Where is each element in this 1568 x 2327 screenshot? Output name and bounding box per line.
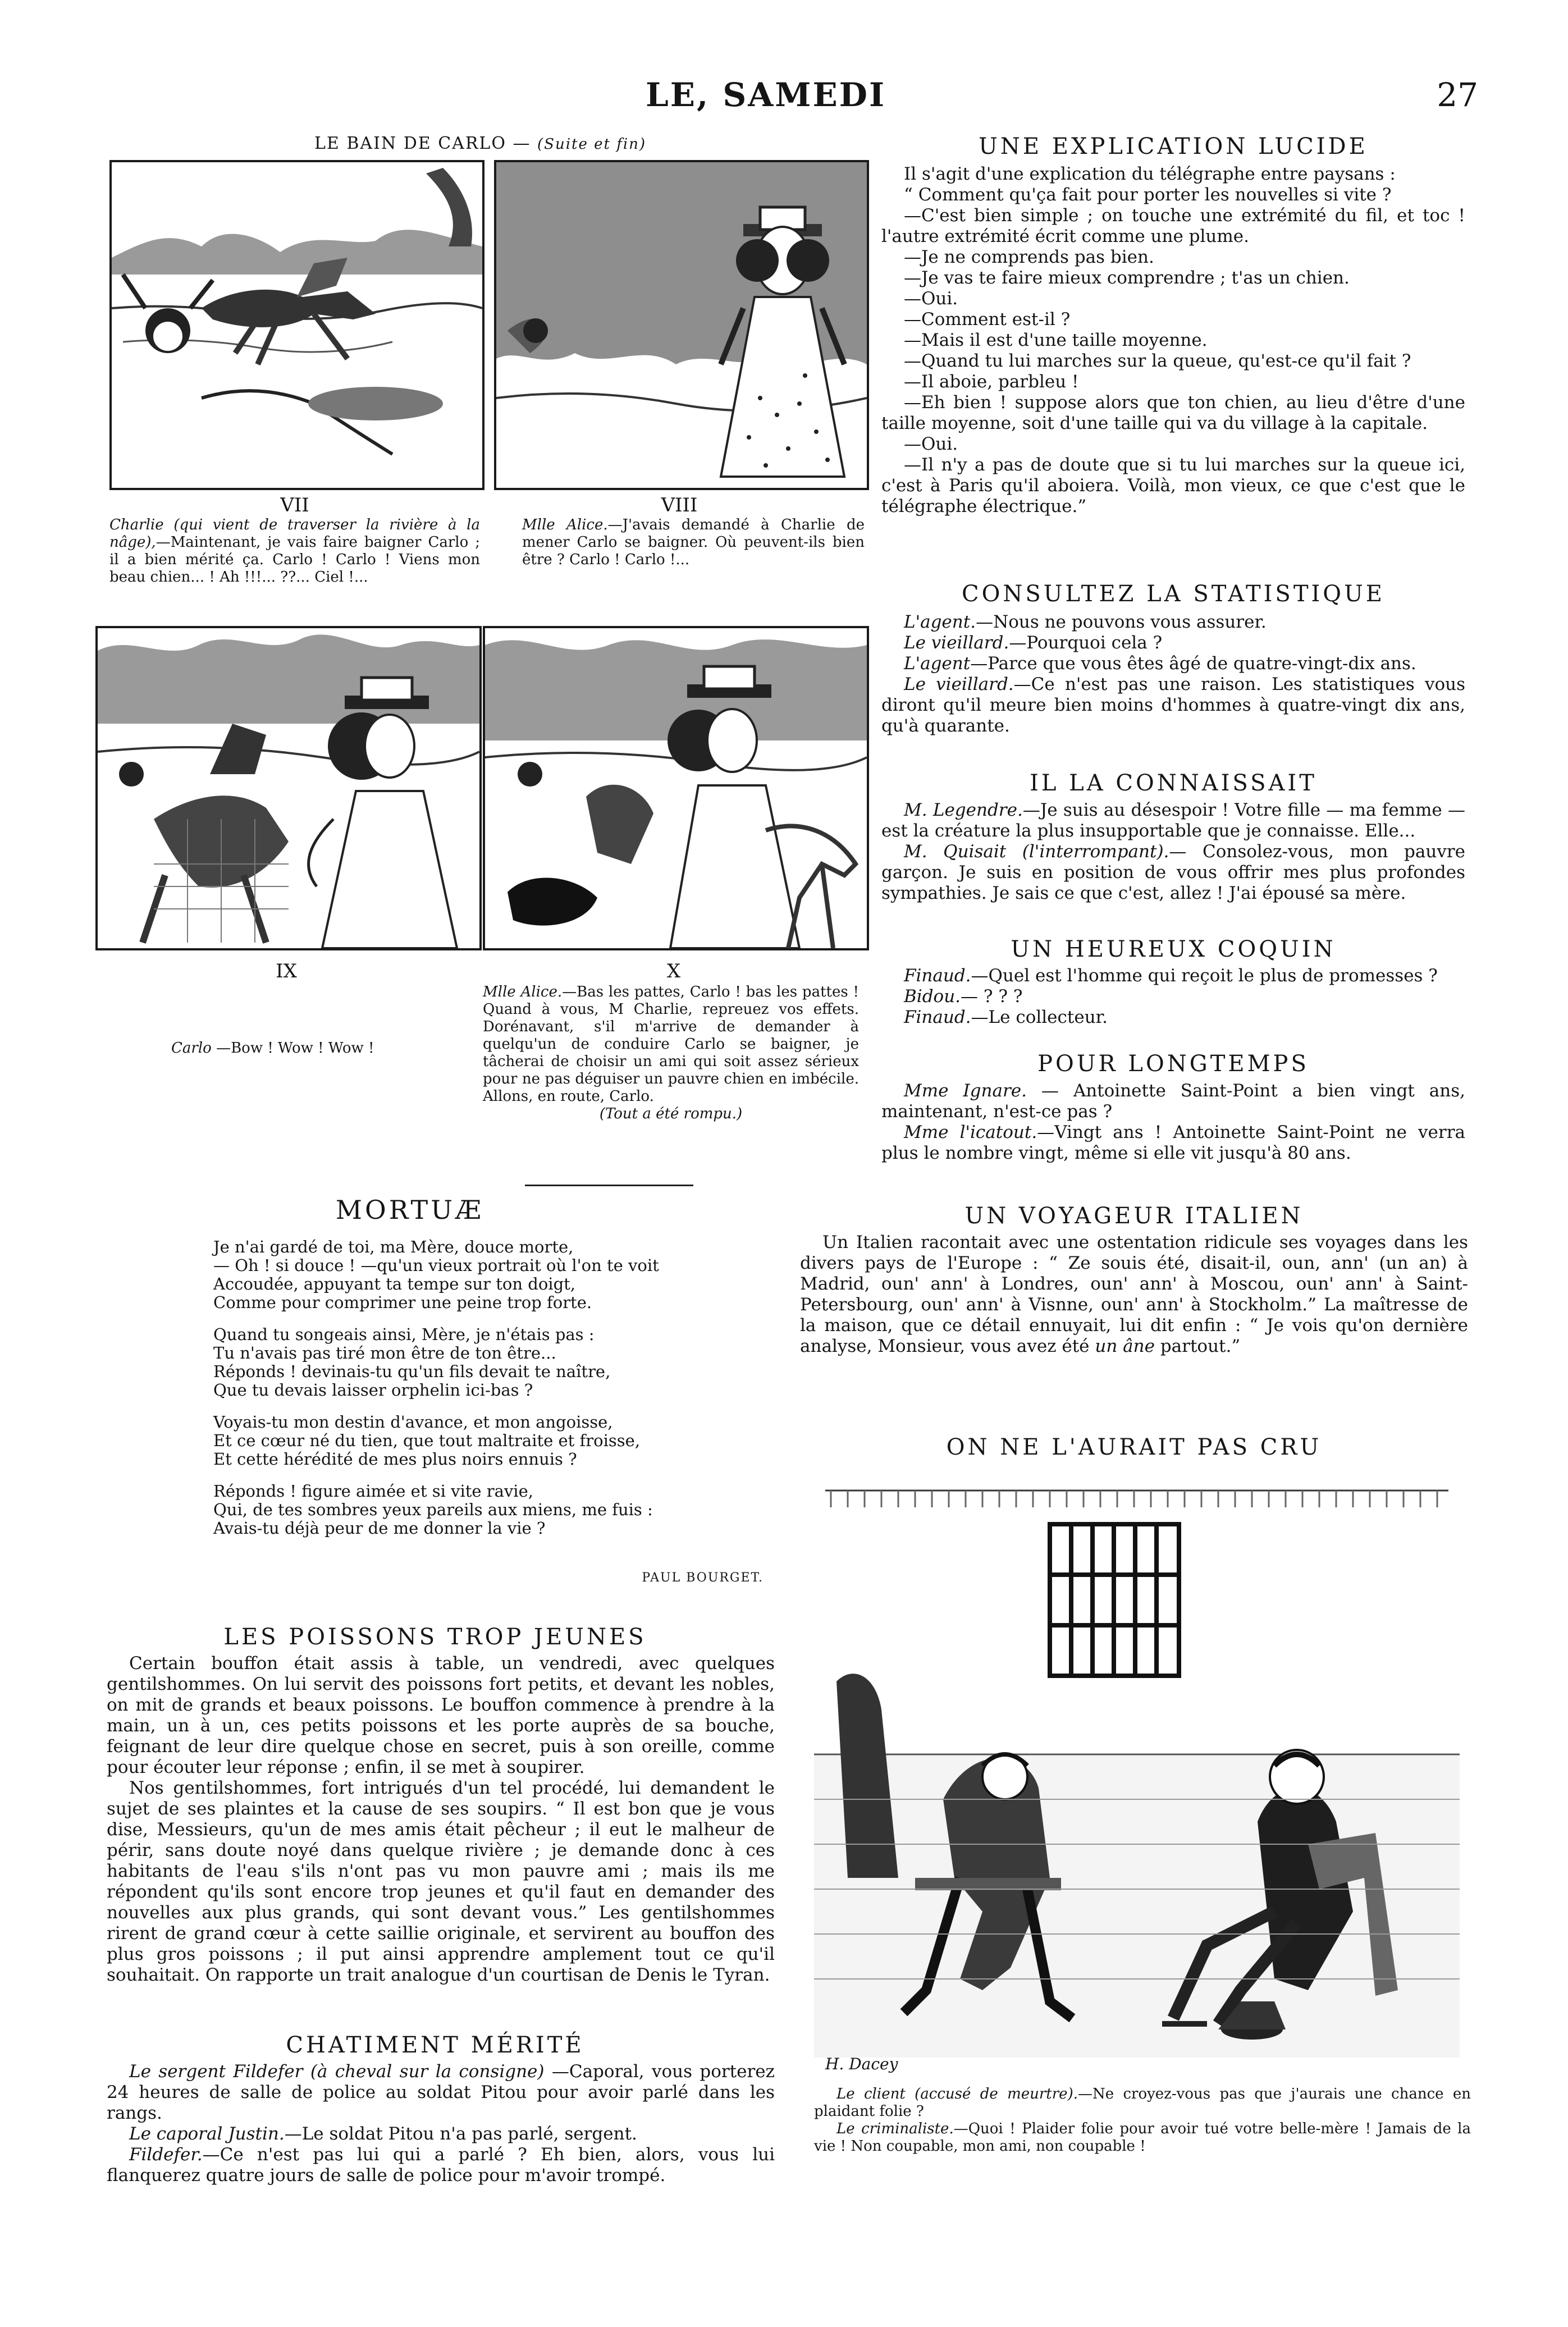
voyageur-text bbox=[800, 1232, 1468, 1357]
poem-line: Et cette hérédité de mes plus noirs ennuis ? bbox=[213, 1450, 577, 1469]
aurait-illustration bbox=[814, 1485, 1460, 2072]
line-text: — ? ? ? bbox=[961, 986, 1023, 1007]
comic-panel-7-illustration bbox=[109, 160, 484, 490]
panel-10-note: (Tout a été rompu.) bbox=[599, 1105, 743, 1122]
connaissait-title: IL LA CONNAISSAIT bbox=[1030, 770, 1317, 796]
line-text: —Ne croyez-vous pas que j'aurais une chance en plaidant folie ? bbox=[814, 2086, 1471, 2120]
speaker: Fildefer. bbox=[129, 2145, 203, 2165]
panel-7-caption bbox=[109, 516, 480, 586]
speaker: Finaud. bbox=[904, 1007, 971, 1027]
explication-line: —Oui. bbox=[904, 434, 958, 454]
poem-line: Avais-tu déjà peur de me donner la vie ? bbox=[213, 1519, 546, 1538]
poem-line: Voyais-tu mon destin d'avance, et mon angoisse, bbox=[213, 1412, 613, 1432]
panel-9-number: IX bbox=[276, 960, 297, 982]
masthead-title: LE, SAMEDI bbox=[646, 76, 886, 114]
explication-line: —Eh bien ! suppose alors que ton chien, au lieu d'être d'une taille moyenne, soit d'une taille qui va du village à la capitale. bbox=[881, 392, 1465, 433]
dialog-line bbox=[107, 2124, 775, 2145]
coquin-text bbox=[881, 966, 1465, 1028]
connaissait-text bbox=[881, 800, 1465, 904]
panel-7-speaker: Charlie (qui vient de traverser la rivière à la nâge), bbox=[109, 516, 480, 551]
comic-title-text: LE BAIN DE CARLO — bbox=[314, 134, 531, 153]
speaker: Le sergent Fildefer (à cheval sur la consigne) bbox=[129, 2061, 545, 2082]
speaker: Le vieillard. bbox=[904, 633, 1009, 653]
poissons-paragraph: Nos gentilshommes, fort intrigués d'un tel procédé, lui demandent le sujet de ses plaintes et la cause de ses soupirs. “ Il est bon que je vous dise, Messieurs, qu'un de mes amis était pêcheur ; il eut le malheur de périr, sans doute noyé dans quelque rivière ; je demande donc à ces habitants de l'eau s'ils n'ont pas vu mon pauvre ami ; mais ils me répondent qu'ils sont encore trop jeunes et qu'il faut en demander des nouvelles aux plus grands, qui sont devant vous.” Les gentilshommes rirent de grand cœur à cette saillie originale, et servirent au bouffon des plus gros poissons ; il put ainsi apprendre amplement tout ce qu'il souhaitait. On rapporte un trait analogue d'un courtisan de Denis le Tyran. bbox=[107, 1778, 775, 1985]
speaker: M. Quisait (l'interrompant). bbox=[904, 842, 1169, 862]
dialog-line bbox=[881, 966, 1465, 986]
poem-line: Réponds ! devinais-tu qu'un fils devait te naître, bbox=[213, 1362, 611, 1381]
speaker: Le criminaliste. bbox=[836, 2120, 954, 2137]
chatiment-title: CHATIMENT MÉRITÉ bbox=[286, 2032, 584, 2058]
explication-line: —C'est bien simple ; on touche une extrémité du fil, et toc ! l'autre extrémité écrit comme une plume. bbox=[881, 205, 1465, 246]
poem-line: Je n'ai gardé de toi, ma Mère, douce morte, bbox=[213, 1237, 574, 1256]
line-text: —Le soldat Pitou n'a pas parlé, sergent. bbox=[284, 2124, 637, 2144]
panel-8-text: —J'avais demandé à Charlie de mener Carlo se baigner. Où peuvent-ils bien être ? Carlo ! Carlo !... bbox=[522, 516, 865, 568]
poem-line: Tu n'avais pas tiré mon être de ton être... bbox=[213, 1343, 556, 1363]
statistique-title: CONSULTEZ LA STATISTIQUE bbox=[961, 581, 1386, 607]
explication-line: —Comment est-il ? bbox=[904, 309, 1071, 330]
poissons-text bbox=[107, 1653, 775, 1986]
speaker: Bidou. bbox=[904, 986, 961, 1007]
voyageur-end: partout.” bbox=[1160, 1336, 1241, 1356]
panel-10-number: X bbox=[666, 960, 681, 982]
dialog-line bbox=[881, 674, 1465, 737]
comic-title-note: (Suite et fin) bbox=[537, 136, 647, 153]
speaker: Le client (accusé de meurtre). bbox=[836, 2086, 1078, 2102]
panel-10-caption bbox=[483, 984, 859, 1123]
explication-line: —Oui. bbox=[904, 289, 958, 309]
explication-line: —Je vas te faire mieux comprendre ; t'as un chien. bbox=[904, 268, 1350, 288]
comic-panel-10-illustration bbox=[483, 626, 869, 950]
line-text: —Je suis au désespoir ! Votre fille — ma femme —est la créature la plus insupportable que je connaisse. Elle... bbox=[881, 800, 1465, 841]
panel-7-number: VII bbox=[280, 494, 309, 516]
aurait-caption bbox=[814, 2086, 1471, 2155]
comic-panel-8-illustration bbox=[494, 160, 869, 490]
explication-text bbox=[881, 164, 1465, 517]
panel-10-text: —Bas les pattes, Carlo ! bas les pattes ! Quand à vous, M Charlie, repreuez vos effets. Dorénavant, s'il m'arrive de demander à quelqu'un de conduire Carlo se baigner, je tâcherai de choisir un ami qui soit assez sérieux pour ne pas déguiser un pauvre chien en imbécile. Allons, en route, Carlo. bbox=[483, 984, 859, 1105]
line-text: —Caporal, vous porterez 24 heures de salle de police au soldat Pitou pour avoir parlé dans les rangs. bbox=[107, 2061, 775, 2123]
coquin-title: UN HEUREUX COQUIN bbox=[1011, 936, 1336, 962]
dialog-line bbox=[107, 2145, 775, 2186]
dialog-line bbox=[881, 1081, 1465, 1122]
poem-line: Réponds ! figure aimée et si vite ravie, bbox=[213, 1482, 533, 1501]
line-text: —Parce que vous êtes âgé de quatre-vingt-dix ans. bbox=[970, 653, 1416, 674]
longtemps-text bbox=[881, 1081, 1465, 1164]
poissons-title: LES POISSONS TROP JEUNES bbox=[223, 1624, 647, 1650]
panel-8-caption bbox=[522, 516, 865, 569]
dialog-line bbox=[107, 2061, 775, 2124]
voyageur-title: UN VOYAGEUR ITALIEN bbox=[964, 1203, 1304, 1229]
panel-10-speaker: Mlle Alice. bbox=[483, 984, 563, 1000]
poem-line: Qui, de tes sombres yeux pareils aux miens, me fuis : bbox=[213, 1500, 653, 1519]
poem-line: Comme pour comprimer une peine trop forte. bbox=[213, 1293, 592, 1312]
panel-9-caption bbox=[171, 1040, 429, 1057]
aurait-title: ON NE L'AURAIT PAS CRU bbox=[946, 1434, 1322, 1460]
caption-line bbox=[814, 2120, 1471, 2155]
comic-panel-9-illustration bbox=[95, 626, 482, 950]
poem-stanza bbox=[213, 1482, 775, 1538]
panel-8-number: VIII bbox=[661, 494, 698, 516]
mortue-poem bbox=[213, 1238, 775, 1551]
line-text: —Vingt ans ! Antoinette Saint-Point ne verra plus le nombre vingt, même si elle vit jusqu'à 80 ans. bbox=[881, 1122, 1465, 1163]
line-text: — Antoinette Saint-Point a bien vingt ans, maintenant, n'est-ce pas ? bbox=[881, 1081, 1465, 1122]
speaker: Finaud. bbox=[904, 966, 971, 986]
speaker: L'agent. bbox=[904, 612, 976, 632]
line-text: —Quel est l'homme qui reçoit le plus de promesses ? bbox=[971, 966, 1438, 986]
line-text: —Pourquoi cela ? bbox=[1009, 633, 1163, 653]
dialog-line bbox=[881, 986, 1465, 1007]
poem-line: Quand tu songeais ainsi, Mère, je n'étais pas : bbox=[213, 1325, 595, 1344]
speaker: Le vieillard. bbox=[904, 674, 1014, 694]
line-text: —Ce n'est pas une raison. Les statistiques vous diront qu'il meure bien moins d'hommes à quatre-vingt dix ans, qu'à quarante. bbox=[881, 674, 1465, 736]
line-text: —Ce n'est pas lui qui a parlé ? Eh bien, alors, vous lui flanquerez quatre jours de salle de police pour m'avoir trompé. bbox=[107, 2145, 775, 2186]
mortue-title: MORTUÆ bbox=[335, 1195, 484, 1225]
dialog-line bbox=[881, 800, 1465, 842]
panel-7-text: —Maintenant, je vais faire baigner Carlo ; il a bien mérité ça. Carlo ! Carlo ! Viens mon beau chien... ! Ah !!!... ??... Ciel !... bbox=[109, 534, 480, 586]
divider bbox=[525, 1185, 693, 1186]
speaker: Mme l'icatout. bbox=[904, 1122, 1037, 1142]
poem-line: Accoudée, appuyant ta tempe sur ton doigt, bbox=[213, 1274, 576, 1293]
caption-line bbox=[814, 2086, 1471, 2120]
dialog-line bbox=[881, 1122, 1465, 1164]
illustration-signature: H. Dacey bbox=[825, 2055, 898, 2073]
panel-9-text: —Bow ! Wow ! Wow ! bbox=[216, 1040, 374, 1057]
speaker: Mme Ignare. bbox=[904, 1081, 1027, 1101]
poem-author: PAUL BOURGET. bbox=[642, 1571, 764, 1585]
poem-stanza bbox=[213, 1325, 775, 1400]
voyageur-emphasis: un âne bbox=[1095, 1336, 1155, 1356]
speaker: M. Legendre. bbox=[904, 800, 1023, 820]
longtemps-title: POUR LONGTEMPS bbox=[1037, 1051, 1309, 1077]
explication-line: Il s'agit d'une explication du télégraphe entre paysans : bbox=[904, 164, 1396, 184]
poem-line: — Oh ! si douce ! —qu'un vieux portrait où l'on te voit bbox=[213, 1256, 659, 1275]
explication-title: UNE EXPLICATION LUCIDE bbox=[979, 134, 1368, 159]
explication-line: —Il n'y a pas de doute que si tu lui marches sur la queue ici, c'est à Paris qu'il aboiera. Voilà, mon vieux, ce que c'est que le télégraphe électrique.” bbox=[881, 455, 1465, 516]
explication-line: —Mais il est d'une taille moyenne. bbox=[904, 330, 1208, 350]
explication-line: —Je ne comprends pas bien. bbox=[904, 247, 1154, 267]
speaker: Le caporal Justin. bbox=[129, 2124, 285, 2144]
explication-line: —Quand tu lui marches sur la queue, qu'est-ce qu'il fait ? bbox=[904, 351, 1411, 371]
line-text: —Nous ne pouvons vous assurer. bbox=[976, 612, 1267, 632]
poissons-paragraph: Certain bouffon était assis à table, un vendredi, avec quelques gentilshommes. On lui servit des poissons fort petits, et devant les nobles, on mit de grands et beaux poissons. Le bouffon commence à prendre à la main, un à un, ces petits poissons et les porte auprès de sa bouche, feignant de leur dire quelque chose en secret, puis à son oreille, comme pour écouter leur réponse ; enfin, il se met à soupirer. bbox=[107, 1653, 775, 1777]
voyageur-body: Un Italien racontait avec une ostentation ridicule ses voyages dans les divers pays de l'Europe : “ Ze souis été, disait-il, oun, ann' (un an) à Madrid, oun' ann' à Londres, oun' ann' à Moscou, oun' ann' à Saint-Petersbourg, oun' ann' à Visnne, oun' ann' à Stockholm.” La maîtresse de la maison, que ce détail ennuyait, lui dit enfin : “ Je vois qu'on dernière analyse, Monsieur, vous avez été bbox=[800, 1232, 1468, 1356]
panel-9-speaker: Carlo bbox=[171, 1040, 212, 1057]
explication-line: —Il aboie, parbleu ! bbox=[904, 372, 1079, 392]
comic-title bbox=[314, 134, 707, 153]
line-text: —Quoi ! Plaider folie pour avoir tué votre belle-mère ! Jamais de la vie ! Non coupable, mon ami, non coupable ! bbox=[814, 2120, 1471, 2155]
dialog-line bbox=[881, 653, 1465, 674]
dialog-line bbox=[881, 1007, 1465, 1028]
dialog-line bbox=[881, 842, 1465, 904]
chatiment-text bbox=[107, 2061, 775, 2186]
panel-8-speaker: Mlle Alice. bbox=[522, 516, 608, 533]
voyageur-paragraph bbox=[800, 1232, 1468, 1357]
poem-stanza bbox=[213, 1413, 775, 1469]
poem-line: Et ce cœur né du tien, que tout maltraite et froisse, bbox=[213, 1431, 641, 1450]
line-text: —Le collecteur. bbox=[971, 1007, 1108, 1027]
poem-stanza bbox=[213, 1238, 775, 1312]
dialog-line bbox=[881, 612, 1465, 633]
page-number: 27 bbox=[1437, 76, 1478, 114]
poem-line: Que tu devais laisser orphelin ici-bas ? bbox=[213, 1380, 533, 1400]
dialog-line bbox=[881, 633, 1465, 653]
statistique-text bbox=[881, 612, 1465, 737]
explication-line: “ Comment qu'ça fait pour porter les nouvelles si vite ? bbox=[904, 185, 1392, 205]
line-text: — Consolez-vous, mon pauvre garçon. Je suis en position de vous offrir mes plus profondes sympathies. Je sais ce que c'est, allez ! J'ai épousé sa mère. bbox=[881, 842, 1466, 903]
speaker: L'agent bbox=[904, 653, 971, 674]
masthead bbox=[0, 76, 1568, 115]
